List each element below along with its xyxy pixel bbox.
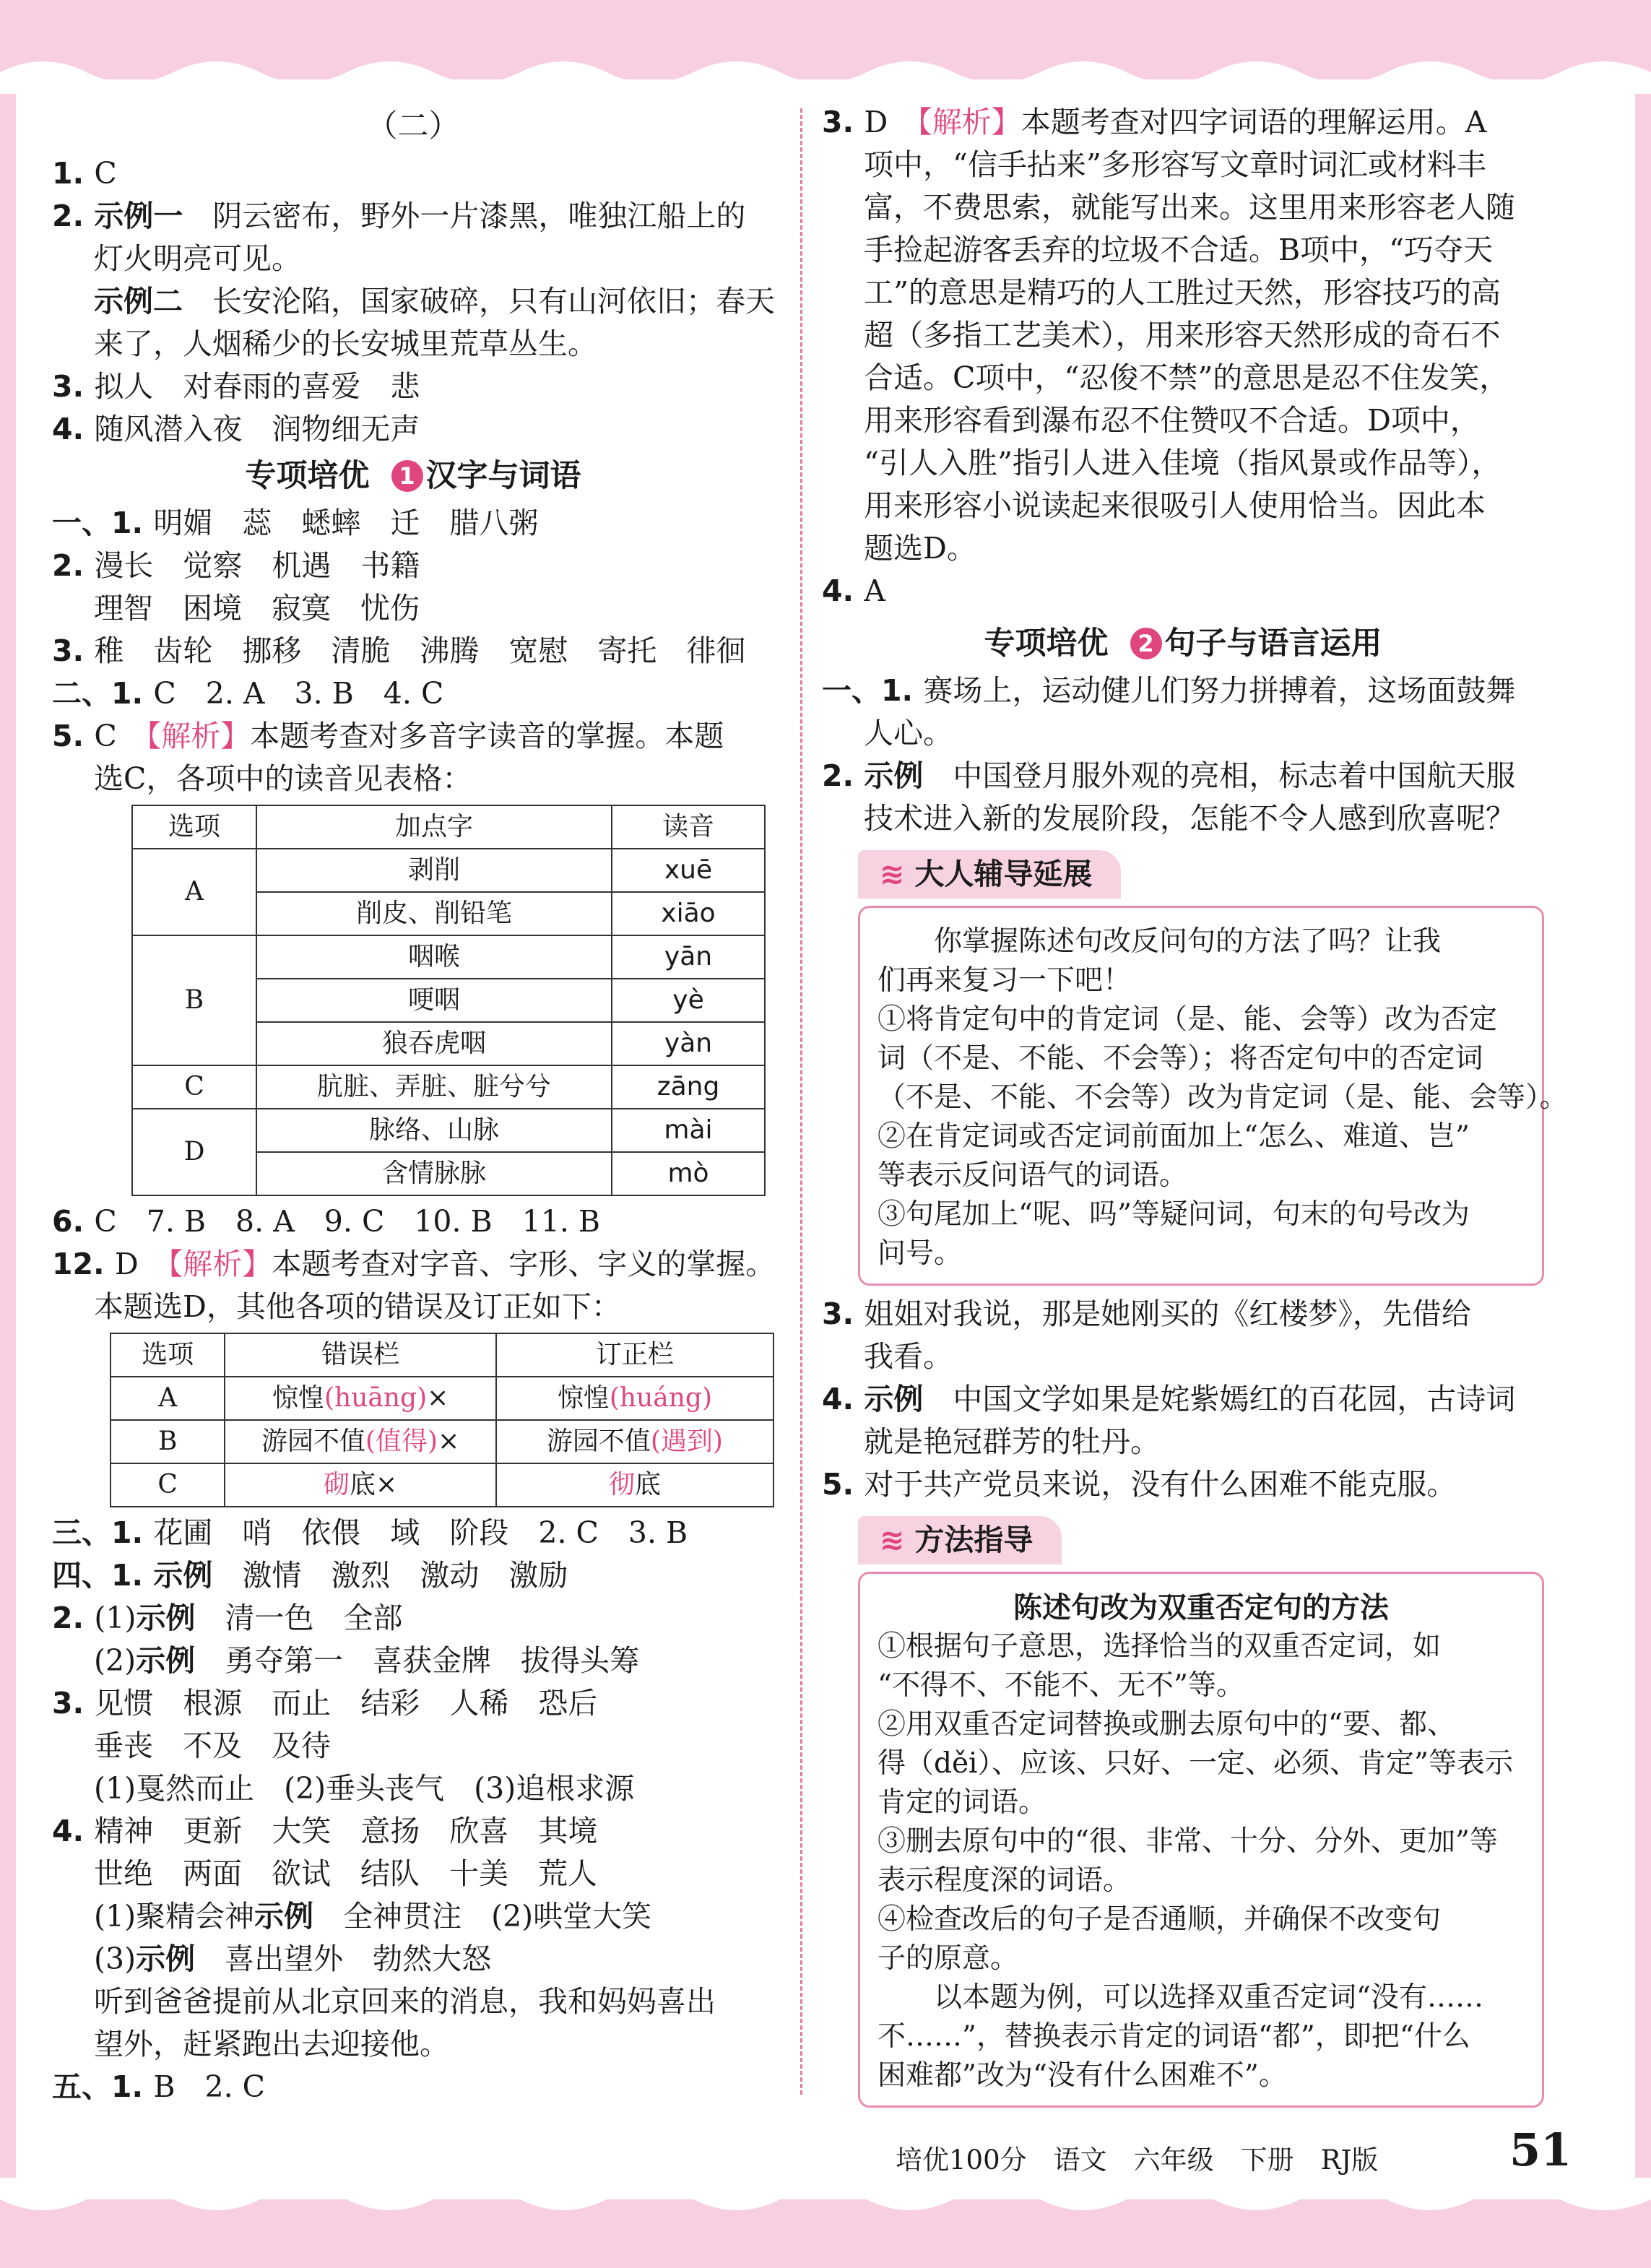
section-prefix: 专项培优 [984,626,1109,662]
option-cell: A [132,849,256,935]
question-number: 4. [52,1814,95,1848]
question-number: 3. [52,369,95,404]
answer-line [52,1725,774,1767]
question-number: 3. [52,633,95,668]
answer-text: 垂丧 不及 及待 [94,1728,331,1763]
example-label: 示例 [254,1899,344,1934]
answer-line [52,238,774,280]
right-answer-list [822,101,1544,613]
option-cell: C [132,1065,256,1109]
box-line: 们再来复习一下吧！ [878,964,1132,997]
answer-line [52,323,774,365]
question-number: 四、1. [52,1558,154,1593]
answer-text: 用来形容小说读起来很吸引人使用恰当。因此本 [864,488,1486,523]
question-number: 4. [52,412,95,446]
answer-line [52,1597,774,1640]
decorative-border-right [1635,0,1651,2268]
answer-text: 灯火明亮可见。 [94,241,301,276]
answer-line [52,1286,774,1328]
answer-line [52,1682,774,1725]
word-cell: 咽喉 [256,935,612,979]
method-guide-tag [858,1516,1062,1564]
option-cell: B [110,1420,225,1463]
word-cell: 削皮、削铅笔 [256,892,612,935]
pinyin-cell: zāng [612,1065,765,1109]
answer-line [52,758,774,800]
answer-line [822,485,1544,527]
section-title-2 [822,623,1544,665]
pinyin-cell: xiāo [612,892,765,935]
question-number: 二、1. [52,676,154,711]
answer-text: 全神贯注 (2)哄堂大笑 [343,1899,652,1934]
answer-line [52,1938,774,1981]
box-line: 以本题为例，可以选择双重否定词“没有…… [878,1981,1483,2014]
answer-line [52,2023,774,2066]
box-line: ②在肯定词或否定词前面加上“怎么、难道、岂” [878,1120,1470,1153]
answer-text: 工”的意思是精巧的人工胜过天然，形容技巧的高 [864,275,1501,310]
question-number: 2. [52,199,95,233]
table-row [132,1065,765,1109]
answer-text: 望外，赶紧跑出去迎接他。 [94,2027,449,2061]
answer-text: B 2. C [153,2069,266,2104]
table-header-row [110,1333,774,1377]
box-line: 得（děi）、应该、只好、一定、必须、肯定”等表示 [878,1747,1513,1780]
page-number: 51 [1509,2124,1572,2176]
answer-text: 拟人 对春雨的喜爱 悲 [94,369,420,404]
answer-text: 选C，各项中的读音见表格： [94,761,472,796]
answer-text: 合适。C项中，“忍俊不禁”的意思是忍不住发笑， [864,360,1509,395]
answer-line [822,229,1544,272]
box-line: 肯定的词语。 [878,1786,1047,1819]
option-cell: A [110,1377,225,1420]
section-prefix: 专项培优 [245,458,370,494]
answer-line [822,712,1544,755]
answer-text: 中国文学如果是姹紫嫣红的百花园，古诗词 [953,1382,1516,1416]
answer-text: A [864,574,885,608]
answer-text: 赛场上，运动健儿们努力拼搏着，这场面鼓舞 [923,673,1516,708]
answer-text: 喜出望外 勃然大怒 [225,1942,492,1976]
correct-cell [496,1420,774,1463]
question-number: 4. [822,1382,864,1416]
answer-line [52,1243,774,1286]
question-number: 三、1. [52,1515,154,1550]
wrong-highlight: (huāng) [324,1383,428,1413]
answer-line [52,1767,774,1810]
tutor-extension-box [858,906,1568,1286]
answer-line [822,399,1544,442]
question-number: 6. [52,1204,95,1239]
question-number: 五、1. [52,2069,154,2104]
answer-line [822,272,1544,314]
part-heading: （二） [366,108,460,144]
wrong-mark: 底× [350,1470,398,1499]
table-header-row [132,805,765,849]
word-cell: 脉络、山脉 [256,1109,612,1152]
section-name: 句子与语言运用 [1164,626,1382,662]
answer-line [52,545,774,587]
correct-cell [496,1463,774,1507]
pronunciation-table [131,805,766,1196]
answer-text: 稚 齿轮 挪移 清脆 沸腾 宽慰 寄托 徘徊 [94,633,746,668]
answer-text: 激情 激烈 激动 激励 [242,1558,568,1593]
answer-line [52,587,774,630]
example-label: 示例一 [94,199,213,233]
answer-text: 见惯 根源 而止 结彩 人稀 恐后 [94,1686,598,1721]
answer-line [822,755,1544,797]
footer-book-info: 培优100分 语文 六年级 下册 RJ版 [896,2144,1379,2176]
question-number: 3. [822,105,864,139]
answer-text: 手捡起游客丢弃的垃圾不合适。B项中，“巧夺天 [864,233,1494,267]
answer-line [822,1293,1544,1336]
analysis-tag: 【解析】 [116,719,251,753]
answer-text: (3) [94,1942,136,1976]
word-cell: 肮脏、弄脏、脏兮兮 [256,1065,612,1109]
answer-text: 精神 更新 大笑 意扬 欣喜 其境 [94,1814,598,1848]
answer-line [52,152,774,195]
section-number-icon: 2 [1130,628,1162,659]
option-cell: C [110,1463,225,1507]
answer-text: 本题选D，其他各项的错误及订正如下： [94,1289,621,1324]
example-label: 示例 [136,1942,225,1976]
wave-lines-icon: ≋ [880,857,905,891]
section-number-icon: 1 [391,460,423,492]
wrong-cell [225,1420,495,1463]
answer-line [822,670,1544,712]
answer-line [52,365,774,408]
correct-highlight: (huáng) [609,1383,713,1413]
box-line: 不……”，替换表示肯定的词语“都”，即把“什么 [878,2020,1470,2053]
question-number: 3. [52,1686,95,1721]
answer-text: 我看。 [864,1339,953,1374]
answer-line [822,527,1544,570]
question-number: 一、1. [52,506,154,540]
answer-text: (2) [94,1643,136,1678]
wrong-mark: × [438,1427,460,1456]
answer-line [822,186,1544,229]
answer-line [52,195,774,238]
table-row [110,1463,774,1507]
pinyin-cell: yān [612,935,765,979]
word-cell: 狼吞虎咽 [256,1022,612,1065]
wrong-highlight: (值得) [365,1427,438,1456]
answer-line [52,502,774,545]
answer-line [52,1981,774,2023]
answer-text: 阴云密布，野外一片漆黑，唯独江船上的 [212,199,746,233]
answer-line [52,1200,774,1243]
answer-text: 本题考查对四字词语的理解运用。A [1020,105,1487,139]
section-title-1 [52,455,774,498]
answer-text: 明媚 蕊 蟋蟀 迁 腊八粥 [153,506,539,540]
question-number: 5. [52,719,95,753]
answer-text: 理智 困境 寂寞 忧伤 [94,591,420,626]
answer-text: 中国登月服外观的亮相，标志着中国航天服 [953,758,1516,793]
answer-line [822,1463,1544,1506]
answer-line [52,1810,774,1853]
left-column [52,101,774,2108]
example-label: 示例 [864,1382,953,1416]
answer-text: 勇夺第一 喜获金牌 拔得头筹 [225,1643,640,1678]
answer-text: 来了，人烟稀少的长安城里荒草丛生。 [94,326,597,361]
question-number: 5. [822,1467,864,1502]
answer-line [822,797,1544,840]
tag-label: 大人辅导延展 [914,857,1093,891]
box-line: 词（不是、不能、不会等）；将否定句中的否定词 [878,1042,1483,1075]
answer-text: “引人入胜”指引人进入佳境（指风景或作品等）， [864,446,1502,480]
answer-text: 清一色 全部 [225,1601,403,1635]
pinyin-cell: yè [612,979,765,1022]
right-answer-list-3 [822,1293,1544,1506]
question-number: 12. [52,1247,115,1281]
correct-tail: 底 [634,1470,661,1499]
example-label: 示例 [136,1601,225,1635]
answer-text: 长安沦陷，国家破碎，只有山河依旧；春天 [212,284,775,319]
box-line: ③删去原句中的“很、非常、十分、分外、更加”等 [878,1825,1498,1858]
answer-line [52,1512,774,1554]
answer-text: (1)聚精会神 [94,1899,255,1934]
box-line: 等表示反问语气的词语。 [878,1159,1188,1192]
method-guide-title: 陈述句改为双重否定句的方法 [1013,1591,1389,1624]
analysis-tag: 【解析】 [138,1247,272,1281]
column-divider [800,108,802,2095]
table-row [110,1377,774,1420]
wrong-cell [225,1377,495,1420]
answer-line [52,1554,774,1597]
answer-text: 项中，“信手拈来”多形容写文章时词汇或材料丰 [864,147,1486,182]
table-row [132,849,765,892]
answer-text: 世绝 两面 欲试 结队 十美 荒人 [94,1856,597,1891]
question-number: 一、1. [822,673,924,708]
answer-line [52,280,774,323]
answer-line [52,1640,774,1682]
answer-text: D [114,1247,139,1281]
box-line: ②用双重否定词替换或删去原句中的“要、都、 [878,1708,1455,1741]
answer-text: (1) [94,1601,136,1635]
box-line: ①将肯定句中的肯定词（是、能、会等）改为否定 [878,1003,1498,1036]
right-answer-list-2 [822,670,1544,840]
decorative-border-left [0,0,16,2268]
method-guide-box [858,1572,1544,2108]
right-column [822,101,1568,2115]
answer-line [52,630,774,672]
answer-line [52,408,774,451]
box-line: “不得不、不能不、无不”等。 [878,1669,1244,1702]
answer-text: 本题考查对字音、字形、字义的掌握。 [272,1247,776,1281]
answer-line [822,144,1544,186]
answer-line [52,1853,774,1895]
pinyin-cell: mò [612,1152,765,1195]
table-header: 加点字 [256,805,612,849]
wave-lines-icon: ≋ [880,1523,905,1557]
answer-line [822,1421,1544,1463]
wrong-highlight: 砌 [324,1470,350,1499]
box-line: ③句尾加上“呢、吗”等疑问词，句末的句号改为 [878,1198,1470,1231]
word-cell: 剥削 [256,849,612,892]
question-number: 2. [52,1601,95,1635]
box-line: 你掌握陈述句改反问句的方法了吗？让我 [878,925,1442,958]
answer-text: C [94,719,117,753]
question-number: 3. [822,1297,864,1331]
tag-label: 方法指导 [914,1523,1034,1557]
box-line: 子的原意。 [878,1942,1019,1975]
option-cell: B [132,935,256,1065]
answer-text: C [94,156,117,191]
answer-text: 就是艳冠群芳的牡丹。 [864,1424,1160,1459]
answer-line [52,1895,774,1938]
box-line: ④检查改后的句子是否通顺，并确保不改变句 [878,1903,1442,1936]
box-line: ①根据句子意思，选择恰当的双重否定词，如 [878,1630,1442,1663]
wrong-text: 惊惶 [272,1383,324,1413]
analysis-tag: 【解析】 [888,105,1021,139]
example-label: 示例 [864,758,953,793]
table-row [132,935,765,979]
answer-text: 随风潜入夜 润物细无声 [94,412,420,446]
answer-text: 超（多指工艺美术），用来形容天然形成的奇石不 [864,318,1501,352]
answer-line [52,672,774,715]
answer-text: C 2. A 3. B 4. C [153,676,444,711]
word-cell: 含情脉脉 [256,1152,612,1195]
pinyin-cell: yàn [612,1022,765,1065]
box-line: 困难都”改为“没有什么困难不”。 [878,2059,1287,2092]
tutor-extension-tag [858,850,1121,899]
question-number: 1. [52,156,95,191]
wrong-text: 游园不值 [261,1427,365,1456]
box-line: 问号。 [878,1237,963,1270]
left-answer-list-4 [52,1512,774,2108]
answer-text: 本题考查对多音字读音的掌握。本题 [250,719,724,753]
correct-highlight: 彻 [608,1470,635,1499]
wrong-cell [225,1463,495,1507]
answer-line [822,442,1544,485]
table-header: 选项 [132,805,256,849]
question-number: 2. [52,548,95,583]
answer-text: 漫长 觉察 机遇 书籍 [94,548,420,583]
example-label: 示例 [153,1558,243,1593]
option-cell: D [132,1109,256,1195]
answer-text: (1)戛然而止 (2)垂头丧气 (3)追根求源 [94,1771,635,1806]
answer-text: 富，不费思索，就能写出来。这里用来形容老人随 [864,190,1515,225]
example-label: 示例二 [94,284,212,319]
section-name: 汉字与词语 [425,458,581,494]
box-line: （不是、不能、不会等）改为肯定词（是、能、会等）。 [878,1081,1568,1114]
table-header: 选项 [110,1333,225,1377]
answer-text: 对于共产党员来说，没有什么困难不能克服。 [864,1467,1457,1502]
table-row [110,1420,774,1463]
answer-text: 花圃 哨 依偎 域 阶段 2. C 3. B [153,1515,688,1550]
left-answer-list-3 [52,1200,774,1328]
correction-table [110,1333,774,1507]
left-answer-list-2 [52,502,774,800]
answer-text: D [864,105,888,139]
example-label: 示例 [136,1643,225,1678]
table-header: 订正栏 [496,1333,774,1377]
table-row [132,1109,765,1152]
table-header: 读音 [612,805,765,849]
answer-line [822,357,1544,399]
answer-text: 姐姐对我说，那是她刚买的《红楼梦》，先借给 [864,1297,1471,1331]
answer-text: 听到爸爸提前从北京回来的消息，我和妈妈喜出 [94,1984,716,2019]
answer-line [822,314,1544,357]
answer-line [822,101,1544,144]
answer-line [822,570,1544,613]
left-answer-list [52,152,774,451]
correct-highlight: (遇到) [650,1427,723,1456]
pinyin-cell: xuē [612,849,765,892]
answer-text: C 7. B 8. A 9. C 10. B 11. B [94,1204,601,1239]
answer-text: 题选D。 [864,531,976,566]
answer-text: 人心。 [864,716,953,750]
correct-text: 游园不值 [546,1427,651,1456]
question-number: 4. [822,574,864,608]
correct-cell [496,1377,774,1420]
pinyin-cell: mài [612,1109,765,1152]
answer-line [822,1336,1544,1378]
answer-text: 技术进入新的发展阶段，怎能不令人感到欣喜呢？ [864,801,1515,836]
word-cell: 哽咽 [256,979,612,1022]
wrong-mark: × [427,1383,449,1413]
correct-text: 惊惶 [557,1383,610,1413]
answer-line [52,715,774,758]
answer-line [822,1378,1544,1421]
answer-text: 用来形容看到瀑布忍不住赞叹不合适。D项中， [864,403,1480,438]
box-line: 表示程度深的词语。 [878,1864,1132,1897]
table-header: 错误栏 [225,1333,495,1377]
question-number: 2. [822,758,864,793]
answer-line [52,2066,774,2108]
